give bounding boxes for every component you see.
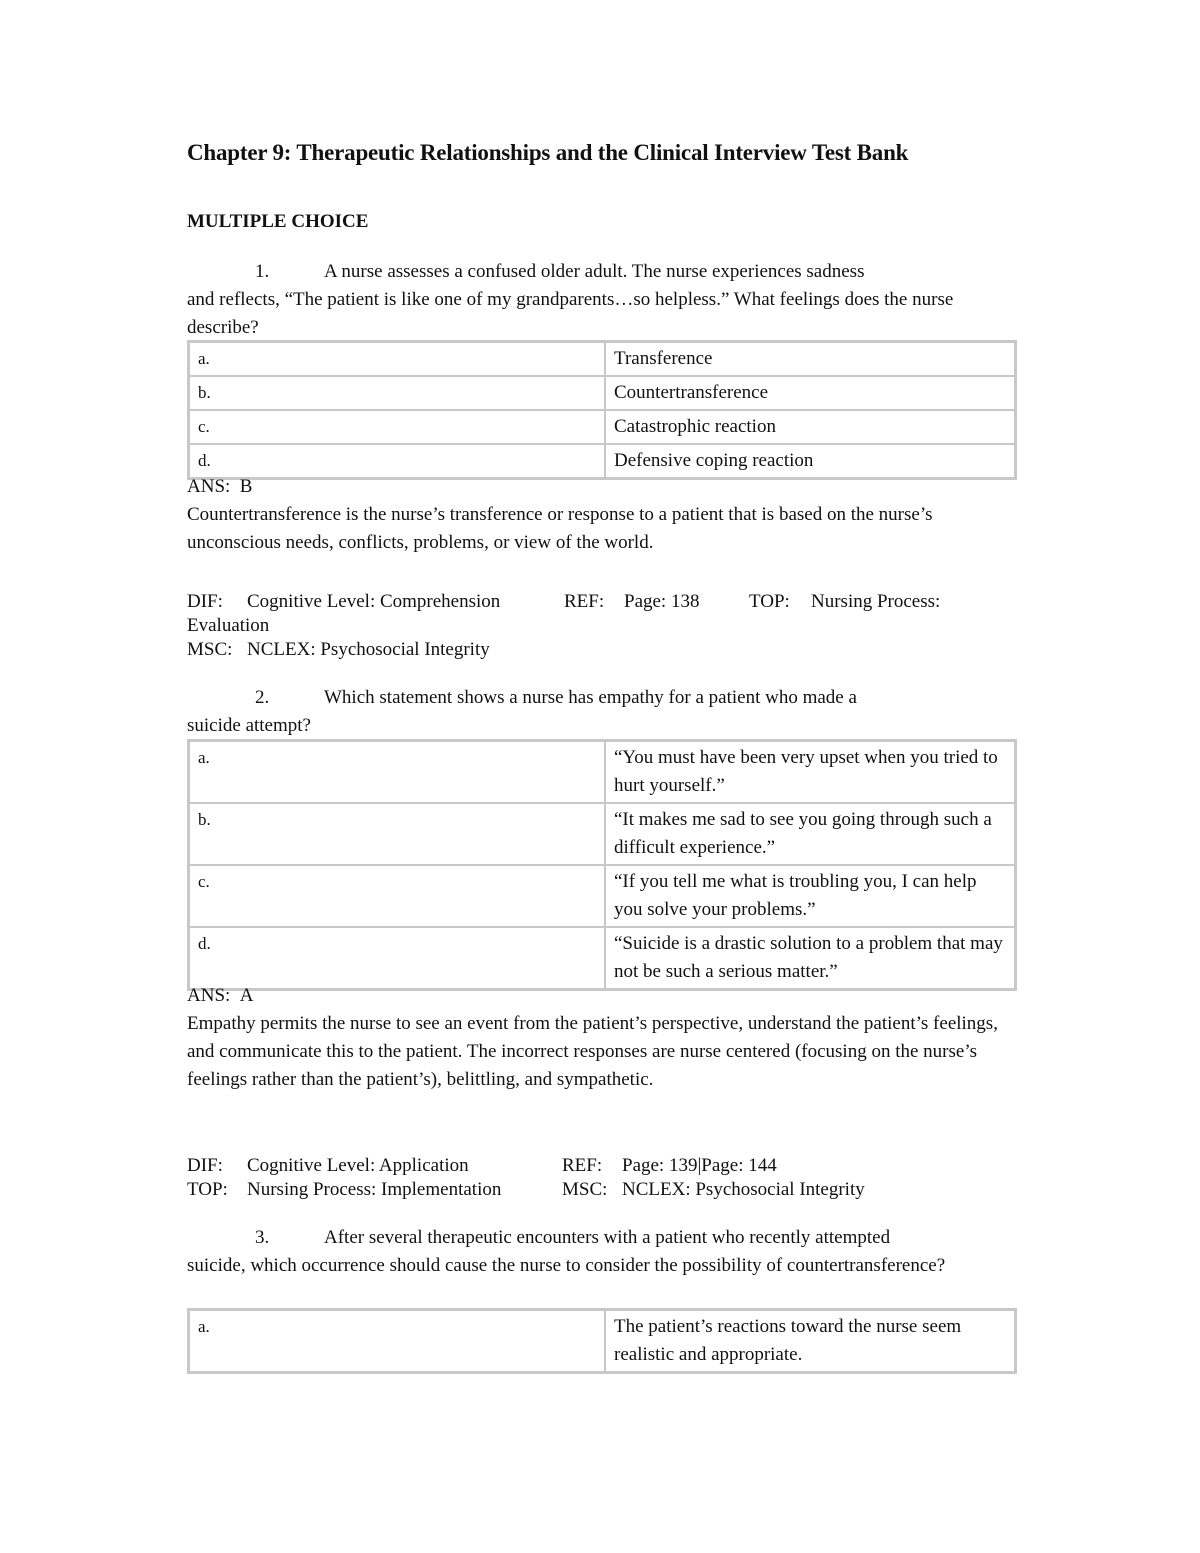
question-3-stem bbox=[187, 1224, 1017, 1280]
option-text: “Suicide is a drastic solution to a problem that may not be such a serious matter.” bbox=[605, 927, 1016, 990]
option-row[interactable] bbox=[189, 410, 1016, 444]
question-stem-line1: Which statement shows a nurse has empathy for a patient who made a bbox=[324, 687, 857, 708]
option-row[interactable] bbox=[189, 1310, 1016, 1373]
msc-value: NCLEX: Psychosocial Integrity bbox=[622, 1179, 865, 1200]
option-row[interactable] bbox=[189, 342, 1016, 377]
option-letter: c. bbox=[189, 410, 606, 444]
option-row[interactable] bbox=[189, 927, 1016, 990]
top-value-continued: Evaluation bbox=[187, 615, 270, 636]
rationale: Empathy permits the nurse to see an event from the patient’s perspective, understand the patient’s feelings, and communicate this to the patient. The incorrect responses are nurse centered (focusing on the nurse’s feelings rather than the patient’s), belittling, and sympathetic. bbox=[187, 1013, 998, 1090]
ref-label: REF: bbox=[564, 591, 605, 612]
question-stem-rest: and reflects, “The patient is like one of my grandparents…so helpless.” What feelings does the nurse describe? bbox=[187, 289, 954, 338]
rationale: Countertransference is the nurse’s transference or response to a patient that is based on the nurse’s unconscious needs, conflicts, problems, or view of the world. bbox=[187, 504, 933, 553]
option-text: Defensive coping reaction bbox=[605, 444, 1016, 479]
option-text: Catastrophic reaction bbox=[605, 410, 1016, 444]
msc-label: MSC: bbox=[562, 1179, 608, 1200]
question-stem-line1: After several therapeutic encounters with a patient who recently attempted bbox=[324, 1227, 891, 1248]
top-label: TOP: bbox=[749, 591, 790, 612]
answer-value: B bbox=[239, 476, 253, 497]
question-2-options bbox=[187, 739, 1017, 991]
question-stem-rest: suicide attempt? bbox=[187, 715, 311, 736]
option-text: “If you tell me what is troubling you, I can help you solve your problems.” bbox=[605, 865, 1016, 927]
top-label: TOP: bbox=[187, 1179, 228, 1200]
option-letter: b. bbox=[189, 803, 606, 865]
dif-value: Cognitive Level: Application bbox=[247, 1155, 469, 1176]
question-stem-line1: A nurse assesses a confused older adult. The nurse experiences sadness bbox=[324, 261, 865, 282]
option-text: “It makes me sad to see you going through such a difficult experience.” bbox=[605, 803, 1016, 865]
answer-value: A bbox=[239, 985, 254, 1006]
option-row[interactable] bbox=[189, 741, 1016, 804]
question-1-stem bbox=[187, 258, 1017, 342]
top-value: Nursing Process: Implementation bbox=[247, 1179, 502, 1200]
meta-block-2 bbox=[187, 1154, 1017, 1202]
option-letter: a. bbox=[189, 741, 606, 804]
dif-label: DIF: bbox=[187, 591, 223, 612]
option-row[interactable] bbox=[189, 865, 1016, 927]
question-stem-rest: suicide, which occurrence should cause the nurse to consider the possibility of countertransference? bbox=[187, 1255, 946, 1276]
option-text: Transference bbox=[605, 342, 1016, 377]
ref-label: REF: bbox=[562, 1155, 603, 1176]
option-letter: a. bbox=[189, 1310, 606, 1373]
question-1-options bbox=[187, 340, 1017, 480]
option-letter: d. bbox=[189, 444, 606, 479]
option-row[interactable] bbox=[189, 803, 1016, 865]
option-row[interactable] bbox=[189, 376, 1016, 410]
option-letter: a. bbox=[189, 342, 606, 377]
option-letter: c. bbox=[189, 865, 606, 927]
option-letter: b. bbox=[189, 376, 606, 410]
answer-label: ANS: bbox=[187, 985, 231, 1006]
msc-value: NCLEX: Psychosocial Integrity bbox=[247, 639, 490, 660]
question-number: 1. bbox=[255, 261, 270, 282]
question-3-options bbox=[187, 1308, 1017, 1374]
question-2-stem bbox=[187, 684, 1017, 740]
answer-label: ANS: bbox=[187, 476, 231, 497]
top-value: Nursing Process: bbox=[811, 591, 941, 612]
page-title: Chapter 9: Therapeutic Relationships and the Clinical Interview Test Bank bbox=[187, 140, 909, 165]
ref-value: Page: 139|Page: 144 bbox=[622, 1155, 777, 1176]
option-text: The patient’s reactions toward the nurse seem realistic and appropriate. bbox=[605, 1310, 1016, 1373]
dif-value: Cognitive Level: Comprehension bbox=[247, 591, 501, 612]
meta-block-1 bbox=[187, 590, 1017, 662]
question-number: 2. bbox=[255, 687, 270, 708]
answer-block-1 bbox=[187, 473, 1017, 557]
dif-label: DIF: bbox=[187, 1155, 223, 1176]
ref-value: Page: 138 bbox=[624, 591, 700, 612]
option-letter: d. bbox=[189, 927, 606, 990]
section-heading: MULTIPLE CHOICE bbox=[187, 211, 369, 232]
answer-block-2 bbox=[187, 982, 1017, 1094]
option-text: “You must have been very upset when you tried to hurt yourself.” bbox=[605, 741, 1016, 804]
msc-label: MSC: bbox=[187, 639, 233, 660]
option-text: Countertransference bbox=[605, 376, 1016, 410]
question-number: 3. bbox=[255, 1227, 270, 1248]
